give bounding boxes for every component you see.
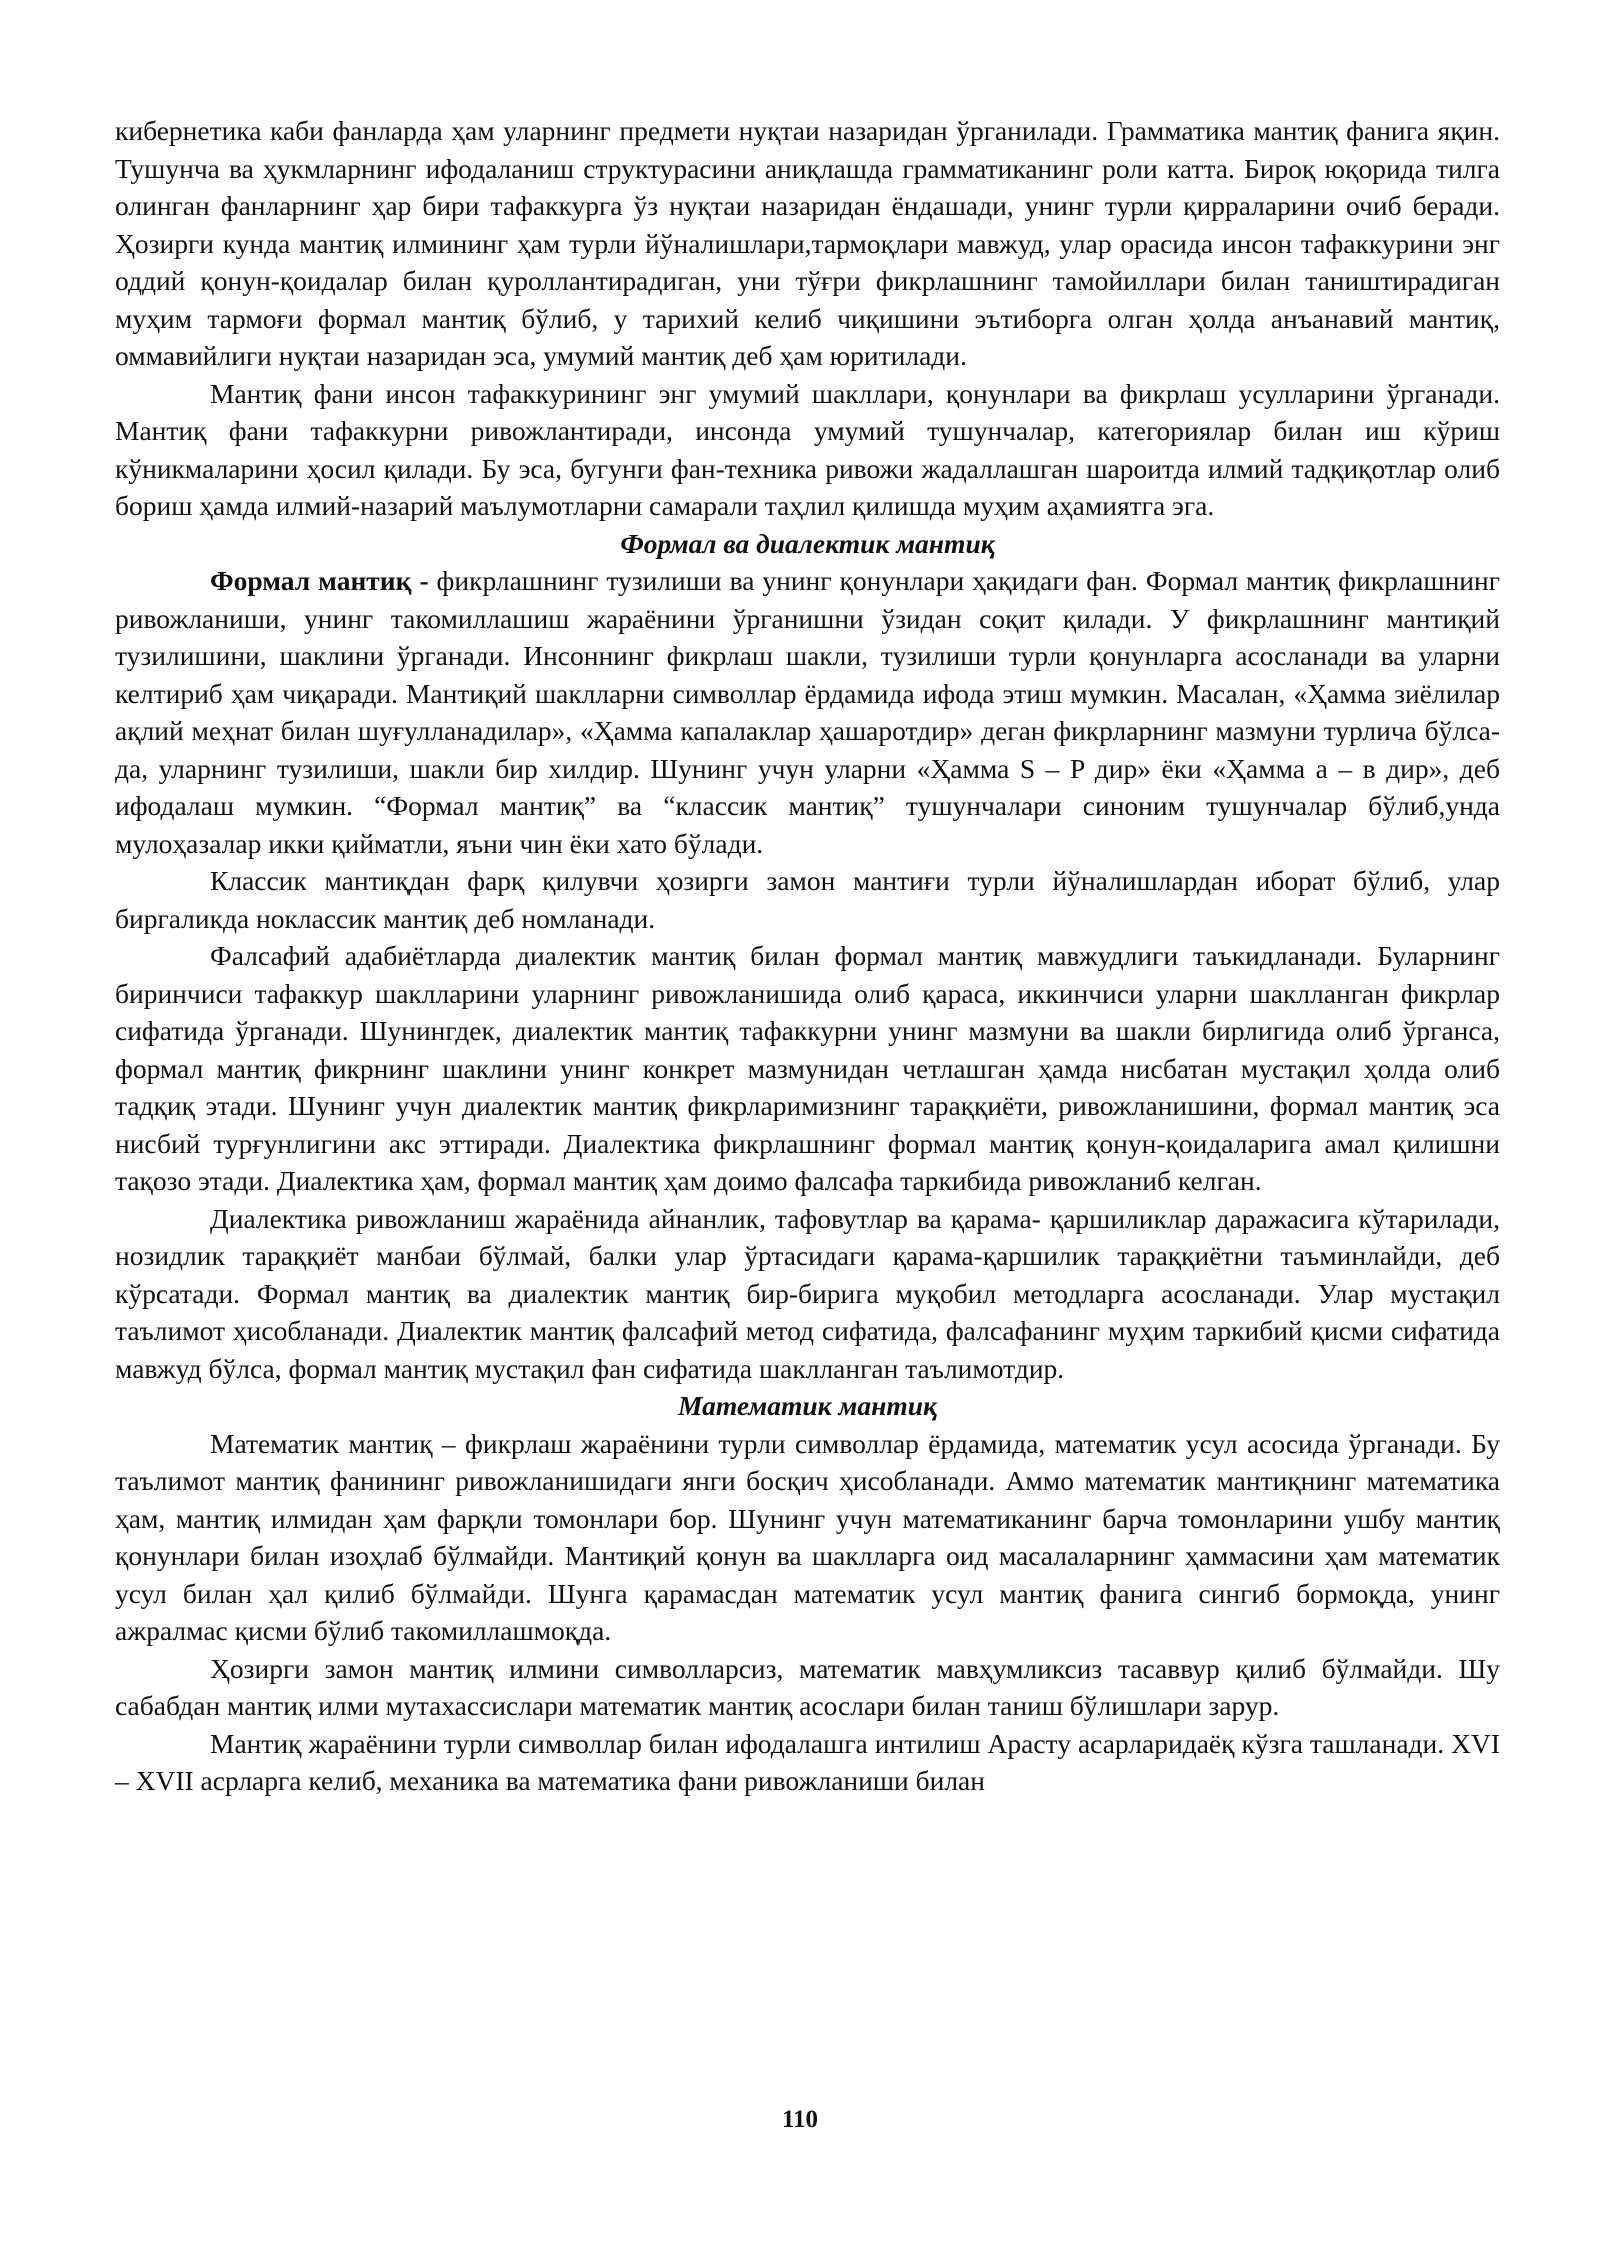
section-heading-formal-dialectic: Формал ва диалектик мантиқ [620,527,995,559]
paragraph-7: Математик мантиқ – фикрлаш жараёнини турли символлар ёрдамида, математик усул асосида ўрганади. Бу таълимот мантиқ фанининг ривожланишидаги янги босқич ҳисобланади. Аммо математик мантиқнинг математика ҳам, мантиқ илмидан ҳам фарқли томонлари бор. Шунинг учун математиканинг барча томонларини ушбу мантиқ қонунлари билан изоҳлаб бўлмайди. Мантиқий қонун ва шаклларга оид масалаларнинг ҳаммасини ҳам математик усул билан ҳал қилиб бўлмайди. Шунга қарамасдан математик усул мантиқ фанига сингиб бормоқда, унинг ажралмас қисми бўлиб такомиллашмоқда. [115,1427,1500,1646]
paragraph-1: кибернетика каби фанларда ҳам уларнинг предмети нуқтаи назаридан ўрганилади. Грамматика мантиқ фанига яқин. Тушунча ва ҳукмларнинг ифодаланиш структурасини аниқлашда грамматиканинг роли катта. Бироқ юқорида тилга олинган фанларнинг ҳар бири тафаккурга ўз нуқтаи назаридан ёндашади, унинг турли қирраларини очиб беради. Ҳозирги кунда мантиқ илмининг ҳам турли йўналишлари,тармоқлари мавжуд, улар орасида инсон тафаккурини энг оддий қонун-қоидалар билан қуроллантирадиган, уни тўғри фикрлашнинг тамойиллари билан таништирадиган муҳим тармоғи формал мантиқ бўлиб, у тарихий келиб чиқишини эътиборга олган ҳолда анъанавий мантиқ, оммавийлиги нуқтаи назаридан эса, умумий мантиқ деб ҳам юритилади. [115,115,1500,371]
paragraph-8: Ҳозирги замон мантиқ илмини символларсиз, математик мавҳумликсиз тасаввур қилиб бўлмайди. Шу сабабдан мантиқ илми мутахассислари математик мантиқ асослари билан таниш бўлишлари зарур. [115,1652,1500,1721]
page-number: 110 [781,2106,819,2133]
paragraph-formal-logic [115,562,1500,862]
term-formal-logic: Формал мантиқ - [210,565,429,596]
paragraph-6: Диалектика ривожланиш жараёнида айнанлик, тафовутлар ва қарама- қаршиликлар даражасига кўтарилади, нозидлик тараққиёт манбаи бўлмай, балки улар ўртасидаги қарама-қаршилик тараққиётни таъминлайди, деб кўрсатади. Формал мантиқ ва диалектик мантиқ бир-бирига муқобил методларга асосланади. Улар мустақил таълимот ҳисобланади. Диалектик мантиқ фалсафий метод сифатида, фалсафанинг муҳим таркибий қисми сифатида мавжуд бўлса, формал мантиқ мустақил фан сифатида шаклланган таълимотдир. [115,1202,1500,1384]
paragraph-9: Мантиқ жараёнини турли символлар билан ифодалашга интилиш Арасту асарларидаёқ кўзга ташланади. XVI – XVII асрларга келиб, механика ва математика фани ривожланиши билан [115,1727,1500,1796]
paragraph-2: Мантиқ фани инсон тафаккурининг энг умумий шакллари, қонунлари ва фикрлаш усулларини ўрганади. Мантиқ фани тафаккурни ривожлантиради, инсонда умумий тушунчалар, категориялар билан иш кўриш кўникмаларини ҳосил қилади. Бу эса, бугунги фан-техника ривожи жадаллашган шароитда илмий тадқиқотлар олиб бориш ҳамда илмий-назарий маълумотларни самарали таҳлил қилишда муҳим аҳамиятга эга. [115,377,1500,521]
page-body [115,112,1500,1800]
paragraph-formal-logic-text: фикрлашнинг тузилиши ва унинг қонунлари ҳақидаги фан. Формал мантиқ фикрлашнинг ривожланиши, унинг такомиллашиш жараёнини ўрганишни ўзидан соқит қилади. У фикрлашнинг мантиқий тузилишини, шаклини ўрганади. Инсоннинг фикрлаш шакли, тузилиши турли қонунларга асосланади ва уларни келтириб ҳам чиқаради. Мантиқий шаклларни символлар ёрдамида ифода этиш мумкин. Масалан, «Ҳамма зиёлилар ақлий меҳнат билан шуғулланадилар», «Ҳамма капалаклар ҳашаротдир» деган фикрларнинг мазмуни турлича бўлса-да, уларнинг тузилиши, шакли бир хилдир. Шунинг учун уларни «Ҳамма S – P дир» ёки «Ҳамма a – в дир», деб ифодалаш мумкин. “Формал мантиқ” ва “классик мантиқ” тушунчалари синоним тушунчалар бўлиб,унда мулоҳазалар икки қийматли, яъни чин ёки хато бўлади. [115,565,1500,859]
paragraph-5: Фалсафий адабиётларда диалектик мантиқ билан формал мантиқ мавжудлиги таъкидланади. Буларнинг биринчиси тафаккур шаклларини уларнинг ривожланишида олиб қараса, иккинчиси уларни шаклланган фикрлар сифатида ўрганади. Шунингдек, диалектик мантиқ тафаккурни унинг мазмуни ва шакли бирлигида олиб ўрганса, формал мантиқ фикрнинг шаклини унинг конкрет мазмунидан четлашган ҳамда нисбатан мустақил ҳолда олиб тадқиқ этади. Шунинг учун диалектик мантиқ фикрларимизнинг тараққиёти, ривожланишини, формал мантиқ эса нисбий турғунлигини акс эттиради. Диалектика фикрлашнинг формал мантиқ қонун-қоидаларига амал қилишни тақозо этади. Диалектика ҳам, формал мантиқ ҳам доимо фалсафа таркибида ривожланиб келган. [115,940,1500,1196]
section-heading-mathematical-logic: Математик мантиқ [678,1390,937,1421]
paragraph-4: Классик мантиқдан фарқ қилувчи ҳозирги замон мантиғи турли йўналишлардан иборат бўлиб, улар биргаликда ноклассик мантиқ деб номланади. [115,865,1500,934]
